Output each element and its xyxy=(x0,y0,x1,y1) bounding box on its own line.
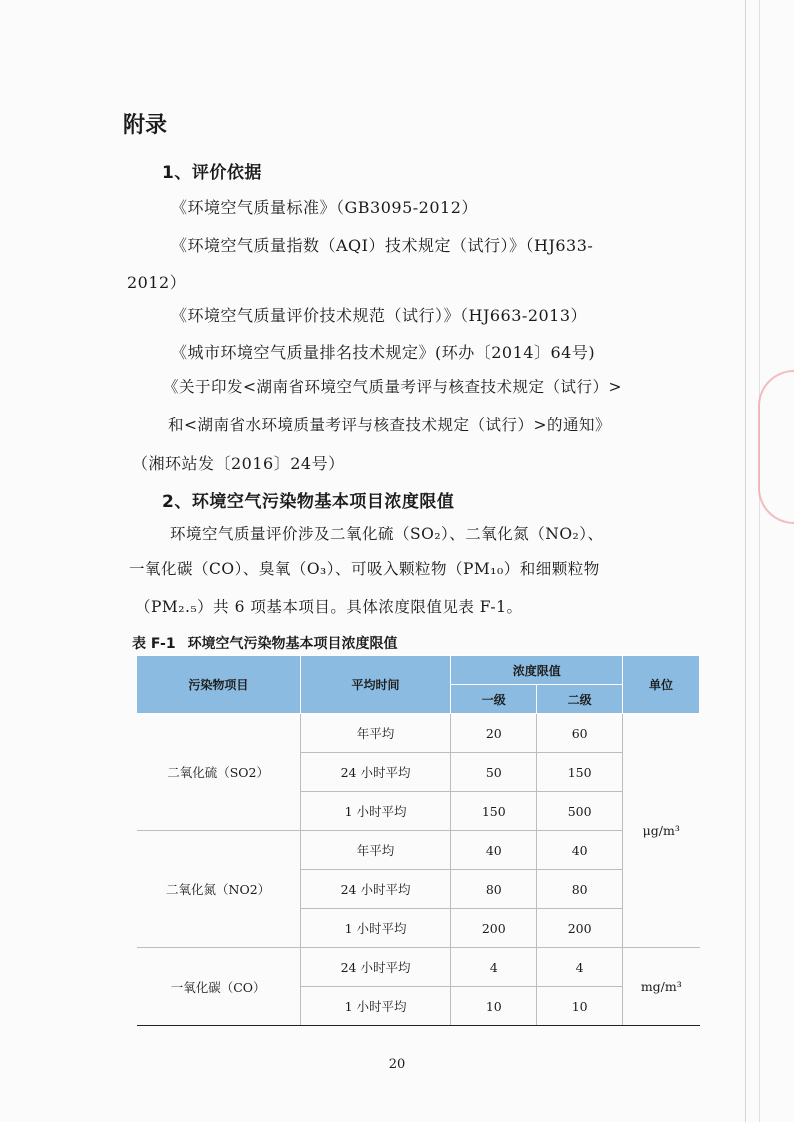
period-cell: 年平均 xyxy=(300,831,451,870)
reference-line: 《环境空气质量指数（AQI）技术规定（试行）》（HJ633- xyxy=(171,236,594,255)
period-cell: 1 小时平均 xyxy=(300,792,451,831)
header-period: 平均时间 xyxy=(300,656,451,714)
period-cell: 年平均 xyxy=(300,714,451,753)
section-1-title: 1、评价依据 xyxy=(162,163,262,183)
grade2-cell: 60 xyxy=(537,714,623,753)
table-title: 环境空气污染物基本项目浓度限值 xyxy=(187,636,398,652)
header-pollutant: 污染物项目 xyxy=(137,656,301,714)
table-row xyxy=(137,714,700,753)
section-2-title: 2、环境空气污染物基本项目浓度限值 xyxy=(162,492,455,512)
period-cell: 24 小时平均 xyxy=(300,948,451,987)
body-line: 环境空气质量评价涉及二氧化硫（SO₂）、二氧化氮（NO₂）、 xyxy=(170,525,604,543)
grade2-cell: 150 xyxy=(537,753,623,792)
grade2-cell: 40 xyxy=(537,831,623,870)
scan-edge-line xyxy=(759,0,760,1122)
grade1-cell: 10 xyxy=(451,987,537,1026)
reference-line: 《关于印发<湖南省环境空气质量考评与核查技术规定（试行）> xyxy=(163,378,622,396)
unit-cell: mg/m³ xyxy=(623,948,700,1026)
table-number: 表 F-1 xyxy=(132,636,176,652)
grade1-cell: 200 xyxy=(451,909,537,948)
header-grade1: 一级 xyxy=(451,685,537,714)
body-line: （PM₂.₅）共 6 项基本项目。具体浓度限值见表 F-1。 xyxy=(135,598,523,616)
period-cell: 1 小时平均 xyxy=(300,909,451,948)
grade1-cell: 40 xyxy=(451,831,537,870)
grade2-cell: 500 xyxy=(537,792,623,831)
unit-cell: μg/m³ xyxy=(623,714,700,948)
header-limit: 浓度限值 xyxy=(451,656,623,685)
red-seal-stamp xyxy=(758,370,794,524)
grade1-cell: 50 xyxy=(451,753,537,792)
grade2-cell: 4 xyxy=(537,948,623,987)
grade2-cell: 10 xyxy=(537,987,623,1026)
header-grade2: 二级 xyxy=(537,685,623,714)
reference-line: 《环境空气质量评价技术规范（试行）》（HJ663-2013） xyxy=(171,306,588,325)
period-cell: 24 小时平均 xyxy=(300,870,451,909)
grade1-cell: 20 xyxy=(451,714,537,753)
table-caption xyxy=(132,633,410,653)
concentration-limit-table xyxy=(136,655,700,1026)
page-number: 20 xyxy=(388,1057,406,1072)
scan-edge-line xyxy=(745,0,746,1122)
period-cell: 24 小时平均 xyxy=(300,753,451,792)
pollutant-name: 一氧化碳（CO） xyxy=(137,948,301,1026)
grade2-cell: 200 xyxy=(537,909,623,948)
pollutant-name: 二氧化硫（SO2） xyxy=(137,714,301,831)
table-row xyxy=(137,831,700,870)
grade2-cell: 80 xyxy=(537,870,623,909)
grade1-cell: 4 xyxy=(451,948,537,987)
reference-line: 《环境空气质量标准》（GB3095-2012） xyxy=(171,198,478,217)
reference-line: （湘环站发〔2016〕24号） xyxy=(132,454,345,473)
grade1-cell: 150 xyxy=(451,792,537,831)
grade1-cell: 80 xyxy=(451,870,537,909)
body-line: 一氧化碳（CO）、臭氧（O₃）、可吸入颗粒物（PM₁₀）和细颗粒物 xyxy=(129,560,600,578)
header-unit: 单位 xyxy=(623,656,700,714)
reference-line: 和<湖南省水环境质量考评与核查技术规定（试行）>的通知》 xyxy=(168,416,611,434)
pollutant-name: 二氧化氮（NO2） xyxy=(137,831,301,948)
table-row xyxy=(137,948,700,987)
appendix-heading: 附录 xyxy=(123,113,168,138)
period-cell: 1 小时平均 xyxy=(300,987,451,1026)
reference-line: 2012） xyxy=(127,273,187,292)
reference-line: 《城市环境空气质量排名技术规定》(环办〔2014〕64号) xyxy=(171,343,596,362)
